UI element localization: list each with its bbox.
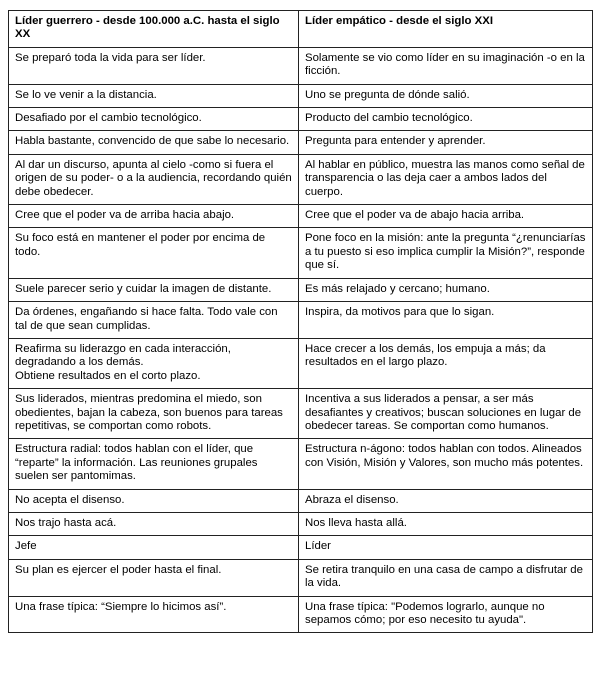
table-row [9,559,593,596]
table-row [9,228,593,278]
table-row [9,389,593,439]
empathic-cell: Se retira tranquilo en una casa de campo a disfrutar de la vida. [299,559,593,596]
empathic-cell: Incentiva a sus liderados a pensar, a ser más desafiantes y creativos; buscan soluciones en lugar de obedecer tareas. Se comportan como humanos. [299,389,593,439]
empathic-cell: Pone foco en la misión: ante la pregunta “¿renunciarías a tu puesto si eso implica cumplir la Misión?”, responde que sí. [299,228,593,278]
warrior-cell-line: Reafirma su liderazgo en cada interacción, degradando a los demás. [15,342,231,369]
table-row [9,84,593,107]
empathic-cell: Líder [299,536,593,559]
empathic-cell: Uno se pregunta de dónde salió. [299,84,593,107]
header-row [9,11,593,48]
empathic-cell: Pregunta para entender y aprender. [299,131,593,154]
warrior-cell [9,338,299,388]
empathic-cell: Producto del cambio tecnológico. [299,108,593,131]
warrior-cell: Se preparó toda la vida para ser líder. [9,47,299,84]
empathic-cell: Estructura n-ágono: todos hablan con todos. Alineados con Visión, Misión y Valores, son mucho más potentes. [299,439,593,489]
warrior-cell: Da órdenes, engañando si hace falta. Todo vale con tal de que sean cumplidas. [9,302,299,339]
warrior-cell: No acepta el disenso. [9,489,299,512]
warrior-cell: Su foco está en mantener el poder por encima de todo. [9,228,299,278]
table-row [9,108,593,131]
empathic-cell: Hace crecer a los demás, los empuja a más; da resultados en el largo plazo. [299,338,593,388]
comparison-table [8,10,593,633]
table-row [9,338,593,388]
warrior-cell: Desafiado por el cambio tecnológico. [9,108,299,131]
table-row [9,536,593,559]
table-row [9,596,593,633]
table-row [9,439,593,489]
warrior-cell: Estructura radial: todos hablan con el líder, que “reparte” la información. Las reuniones grupales suelen ser pantomimas. [9,439,299,489]
empathic-cell: Nos lleva hasta allá. [299,512,593,535]
warrior-cell: Habla bastante, convencido de que sabe lo necesario. [9,131,299,154]
warrior-cell: Sus liderados, mientras predomina el miedo, son obedientes, bajan la cabeza, son buenos para tareas repetitivas, se comportan como robots. [9,389,299,439]
warrior-cell: Cree que el poder va de arriba hacia abajo. [9,205,299,228]
empathic-cell: Es más relajado y cercano; humano. [299,278,593,301]
table-row [9,47,593,84]
empathic-cell: Solamente se vio como líder en su imaginación -o en la ficción. [299,47,593,84]
warrior-cell: Nos trajo hasta acá. [9,512,299,535]
table-row [9,489,593,512]
warrior-cell: Al dar un discurso, apunta al cielo -como si fuera el origen de su poder- o a la audiencia, recordando quién debe obedecer. [9,154,299,204]
empathic-cell: Cree que el poder va de abajo hacia arriba. [299,205,593,228]
header-warrior-leader: Líder guerrero - desde 100.000 a.C. hasta el siglo XX [9,11,299,48]
empathic-cell: Inspira, da motivos para que lo sigan. [299,302,593,339]
warrior-cell: Suele parecer serio y cuidar la imagen de distante. [9,278,299,301]
table-row [9,278,593,301]
table-row [9,512,593,535]
warrior-cell-line: Obtiene resultados en el corto plazo. [15,369,201,382]
table-row [9,154,593,204]
warrior-cell: Su plan es ejercer el poder hasta el final. [9,559,299,596]
table-row [9,131,593,154]
empathic-cell: Una frase típica: "Podemos lograrlo, aunque no sepamos cómo; por eso necesito tu ayuda". [299,596,593,633]
table-row [9,302,593,339]
empathic-cell: Abraza el disenso. [299,489,593,512]
warrior-cell: Jefe [9,536,299,559]
table-row [9,205,593,228]
header-empathic-leader: Líder empático - desde el siglo XXI [299,11,593,48]
empathic-cell: Al hablar en público, muestra las manos como señal de transparencia o las deja caer a ambos lados del cuerpo. [299,154,593,204]
warrior-cell: Una frase típica: “Siempre lo hicimos así”. [9,596,299,633]
warrior-cell: Se lo ve venir a la distancia. [9,84,299,107]
